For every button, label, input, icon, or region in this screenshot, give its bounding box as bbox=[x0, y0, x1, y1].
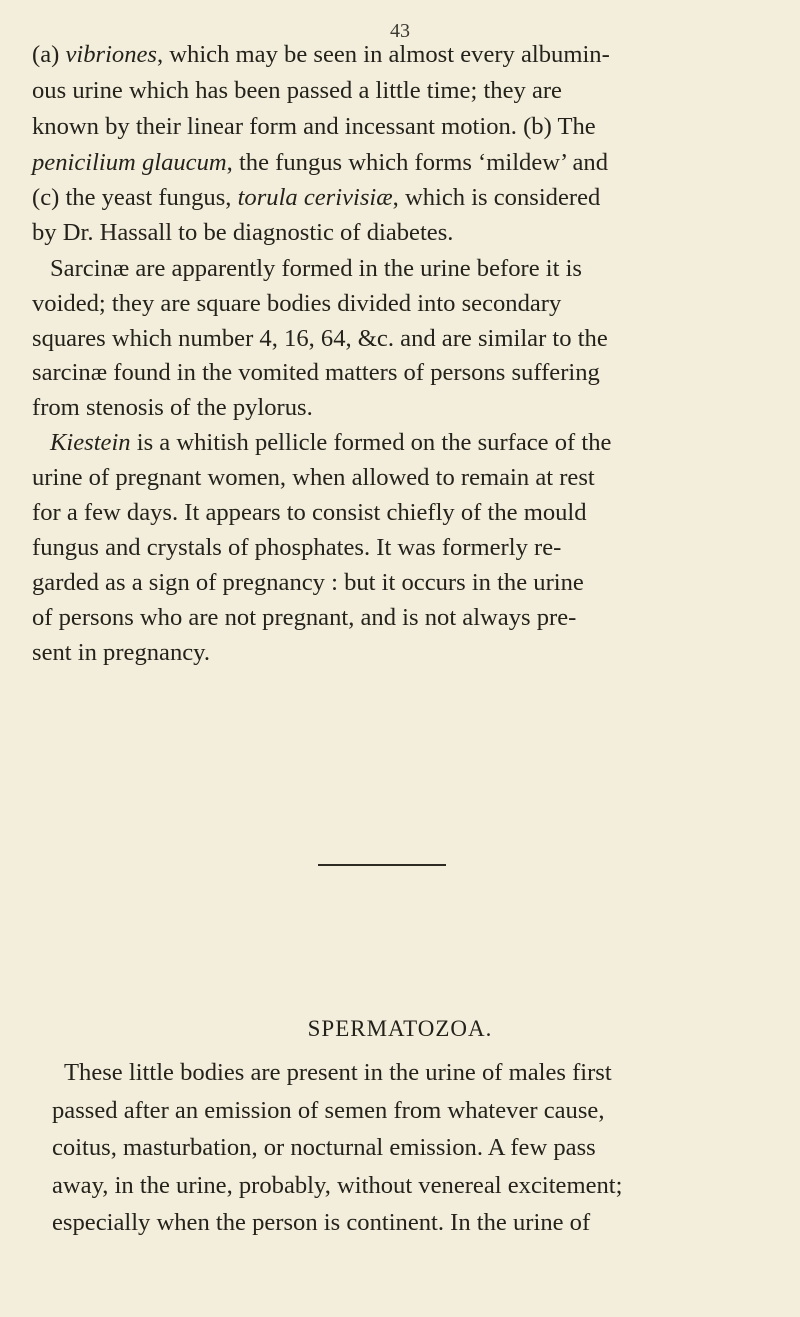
text-line: voided; they are square bodies divided into secondary bbox=[32, 290, 562, 317]
section-divider bbox=[318, 864, 446, 866]
text-line: of persons who are not pregnant, and is not always pre- bbox=[32, 604, 577, 631]
text-line: passed after an emission of semen from whatever cause, bbox=[52, 1097, 605, 1124]
text-line: for a few days. It appears to consist chiefly of the mould bbox=[32, 499, 587, 526]
text-line: away, in the urine, probably, without venereal excitement; bbox=[52, 1172, 623, 1199]
text-line: coitus, masturbation, or nocturnal emission. A few pass bbox=[52, 1134, 596, 1161]
page-number: 43 bbox=[390, 20, 410, 42]
text-line: garded as a sign of pregnancy : but it occurs in the urine bbox=[32, 569, 584, 596]
text-line: Kiestein is a whitish pellicle formed on the surface of the bbox=[50, 429, 612, 456]
text-line: (a) vibriones, which may be seen in almost every albumin- bbox=[32, 41, 610, 68]
text-line: penicilium glaucum, the fungus which forms ‘mildew’ and bbox=[32, 149, 609, 176]
text-line: ous urine which has been passed a little time; they are bbox=[32, 77, 562, 104]
text-line: These little bodies are present in the urine of males first bbox=[64, 1059, 612, 1086]
text-line: from stenosis of the pylorus. bbox=[32, 394, 313, 421]
text-line: known by their linear form and incessant motion. (b) The bbox=[32, 113, 596, 140]
section-heading: SPERMATOZOA. bbox=[307, 1016, 493, 1041]
text-line: Sarcinæ are apparently formed in the urine before it is bbox=[50, 255, 582, 282]
text-line: urine of pregnant women, when allowed to remain at rest bbox=[32, 464, 595, 491]
text-line: sarcinæ found in the vomited matters of persons suffering bbox=[32, 359, 600, 386]
text-line: (c) the yeast fungus, torula cerivisiæ, which is considered bbox=[32, 184, 601, 211]
text-line: by Dr. Hassall to be diagnostic of diabetes. bbox=[32, 219, 454, 246]
text-line: especially when the person is continent. In the urine of bbox=[52, 1209, 591, 1236]
text-line: fungus and crystals of phosphates. It was formerly re- bbox=[32, 534, 562, 561]
text-line: sent in pregnancy. bbox=[32, 639, 211, 666]
text-line: squares which number 4, 16, 64, &c. and are similar to the bbox=[32, 325, 608, 352]
